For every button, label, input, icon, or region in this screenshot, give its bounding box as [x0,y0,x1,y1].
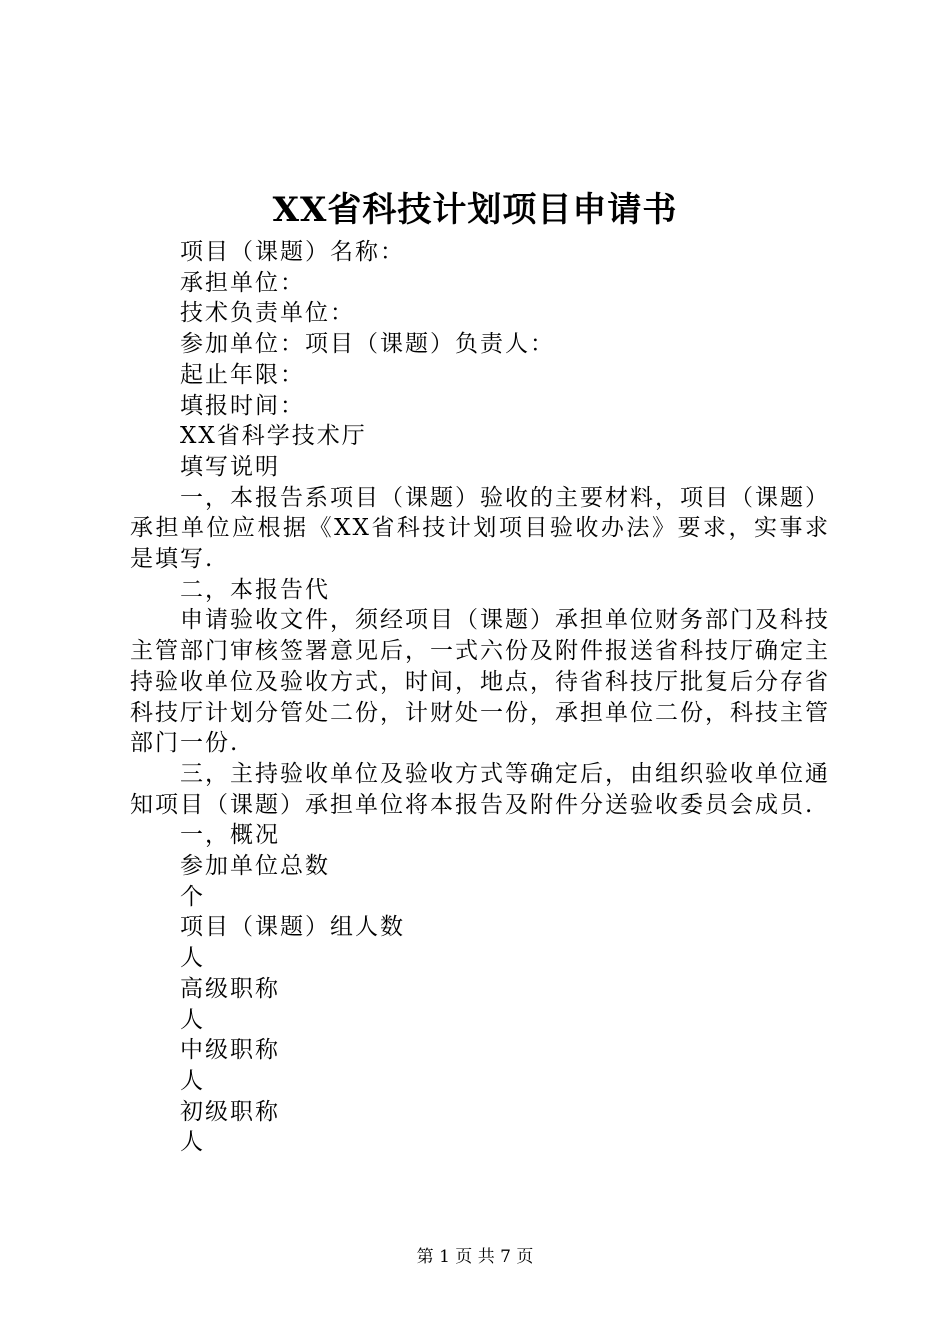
field-undertaking-unit: 承担单位： [180,269,305,296]
instruction-paragraph-4: 三，主持验收单位及验收方式等确定后，由组织验收单位通知项目（课题）承担单位将本报告及附件分送验收委员会成员. [130,760,830,818]
issuing-department: XX省科学技术厅 [180,423,367,450]
page-number-footer: 第 1 页 共 7 页 [416,1247,534,1267]
field-duration: 起止年限： [180,361,305,388]
overview-unit: 人 [180,1006,205,1033]
field-technical-unit: 技术负责单位： [180,300,355,327]
instruction-paragraph-2: 二，本报告代 [180,576,330,603]
overview-label: 初级职称 [180,1098,280,1125]
field-fill-date: 填报时间： [180,392,305,419]
document-title: XX省科技计划项目申请书 [272,190,678,230]
overview-label: 中级职称 [180,1037,280,1064]
overview-unit: 人 [180,1129,205,1156]
overview-unit: 人 [180,945,205,972]
instructions-heading: 填写说明 [180,453,280,480]
instruction-paragraph-1: 一，本报告系项目（课题）验收的主要材料，项目（课题）承担单位应根据《XX省科技计划项目验收办法》要求，实事求是填写. [130,484,830,573]
instruction-paragraph-3: 申请验收文件，须经项目（课题）承担单位财务部门及科技主管部门审核签署意见后，一式六份及附件报送省科技厅确定主持验收单位及验收方式，时间，地点，待省科技厅批复后分存省科技厅计划分管处二份，计财处一份，承担单位二份，科技主管部门一份. [130,607,830,757]
overview-label: 高级职称 [180,975,280,1002]
field-participating-unit: 参加单位：项目（课题）负责人： [180,331,555,358]
overview-heading: 一，概况 [180,822,280,849]
overview-label: 项目（课题）组人数 [180,914,405,941]
overview-label: 参加单位总数 [180,853,330,880]
overview-unit: 个 [180,883,205,910]
document-body [130,237,830,1158]
field-project-name: 项目（课题）名称： [180,239,405,265]
overview-unit: 人 [180,1067,205,1094]
